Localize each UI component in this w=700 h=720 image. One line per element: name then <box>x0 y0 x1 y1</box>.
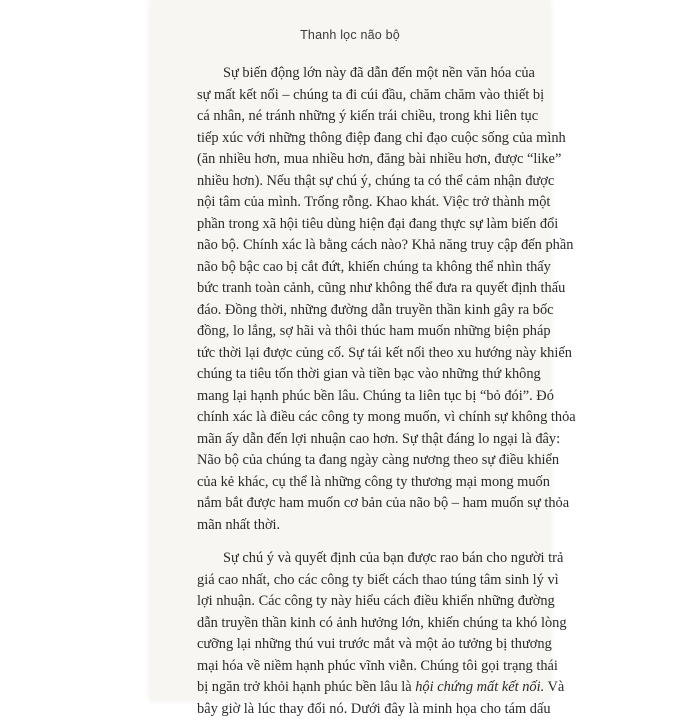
text-line: não bộ. Chính xác là bằng cách nào? Khả năng truy cập đến phần <box>197 235 518 257</box>
text-line: Não bộ của chúng ta đang ngày càng nương theo sự điều khiển <box>197 450 518 472</box>
text-line: tiếp xúc với những thông điệp đang chỉ đạo cuộc sống của mình <box>197 128 518 150</box>
text-line: não bộ bậc cao bị cắt đứt, khiến chúng ta không thể nhìn thấy <box>197 257 518 279</box>
text-line: đáo. Đồng thời, những đường dẫn truyền thần kinh gây ra bốc <box>197 300 518 322</box>
text-line: dẫn truyền thần kinh có ảnh hưởng lớn, khiến chúng ta khó lòng <box>197 613 518 635</box>
text-line-with-emphasis <box>197 677 518 699</box>
book-page <box>150 0 550 700</box>
text-line: giá cao nhất, cho các công ty biết cách thao túng tâm sinh lý vì <box>197 570 518 592</box>
emphasized-term: hội chứng mất kết nối. <box>415 679 544 695</box>
text-line: mại hóa về niềm hạnh phúc vĩnh viễn. Chúng tôi gọi trạng thái <box>197 656 518 678</box>
text-line: lợi nhuận. Các công ty này hiểu cách điều khiển những đường <box>197 591 518 613</box>
text-line: đồng, lo lắng, sợ hãi và thôi thúc ham muốn những biện pháp <box>197 321 518 343</box>
paragraph-2 <box>197 548 518 720</box>
text-line: (ăn nhiều hơn, mua nhiều hơn, đăng bài nhiều hơn, được “like” <box>197 149 518 171</box>
text-line: tức thời lại được củng cố. Sự tái kết nối theo xu hướng này khiến <box>197 343 518 365</box>
text-line: nắm bắt được ham muốn cơ bản của não bộ – ham muốn sự thỏa <box>197 493 518 515</box>
text-segment: Và <box>548 679 565 695</box>
text-line: của kẻ khác, cụ thể là những công ty thương mại mong muốn <box>197 472 518 494</box>
text-line: cá nhân, né tránh những ý kiến trái chiều, trong khi liên tục <box>197 106 518 128</box>
text-line: bây giờ là lúc thay đổi nó. Dưới đây là minh họa cho tám dấu <box>197 699 518 720</box>
text-line: cưỡng lại những thú vui trước mắt và một ảo tưởng bị thương <box>197 634 518 656</box>
text-line: Sự biến động lớn này đã dẫn đến một nền văn hóa của <box>197 63 518 85</box>
text-segment: bị ngăn trở khỏi hạnh phúc bền lâu là <box>197 679 415 695</box>
body-text <box>197 63 518 720</box>
text-line: nội tâm của mình. Trống rỗng. Khao khát. Việc trở thành một <box>197 192 518 214</box>
text-line: sự mất kết nối – chúng ta đi cúi đầu, chăm chăm vào thiết bị <box>197 85 518 107</box>
text-line: mãn nhất thời. <box>197 515 518 537</box>
paragraph-1 <box>197 63 518 536</box>
text-line: Sự chú ý và quyết định của bạn được rao bán cho người trả <box>197 548 518 570</box>
text-line: chúng ta tiêu tốn thời gian và tiền bạc vào những thứ không <box>197 364 518 386</box>
paragraph-gap <box>197 536 518 548</box>
running-head: Thanh lọc não bộ <box>150 28 550 42</box>
text-line: chính xác là điều các công ty mong muốn, vì chính sự không thỏa <box>197 407 518 429</box>
text-line: nhiều hơn). Nếu thật sự chú ý, chúng ta có thể cảm nhận được <box>197 171 518 193</box>
text-line: bức tranh toàn cảnh, cũng như không thể đưa ra quyết định thấu <box>197 278 518 300</box>
text-line: phần trong xã hội tiêu dùng hiện đại đang thực sự làm biến đổi <box>197 214 518 236</box>
text-line: mang lại hạnh phúc bền lâu. Chúng ta liên tục bị “bỏ đói”. Đó <box>197 386 518 408</box>
text-line: mãn ấy dẫn đến lợi nhuận cao hơn. Sự thật đáng lo ngại là đây: <box>197 429 518 451</box>
